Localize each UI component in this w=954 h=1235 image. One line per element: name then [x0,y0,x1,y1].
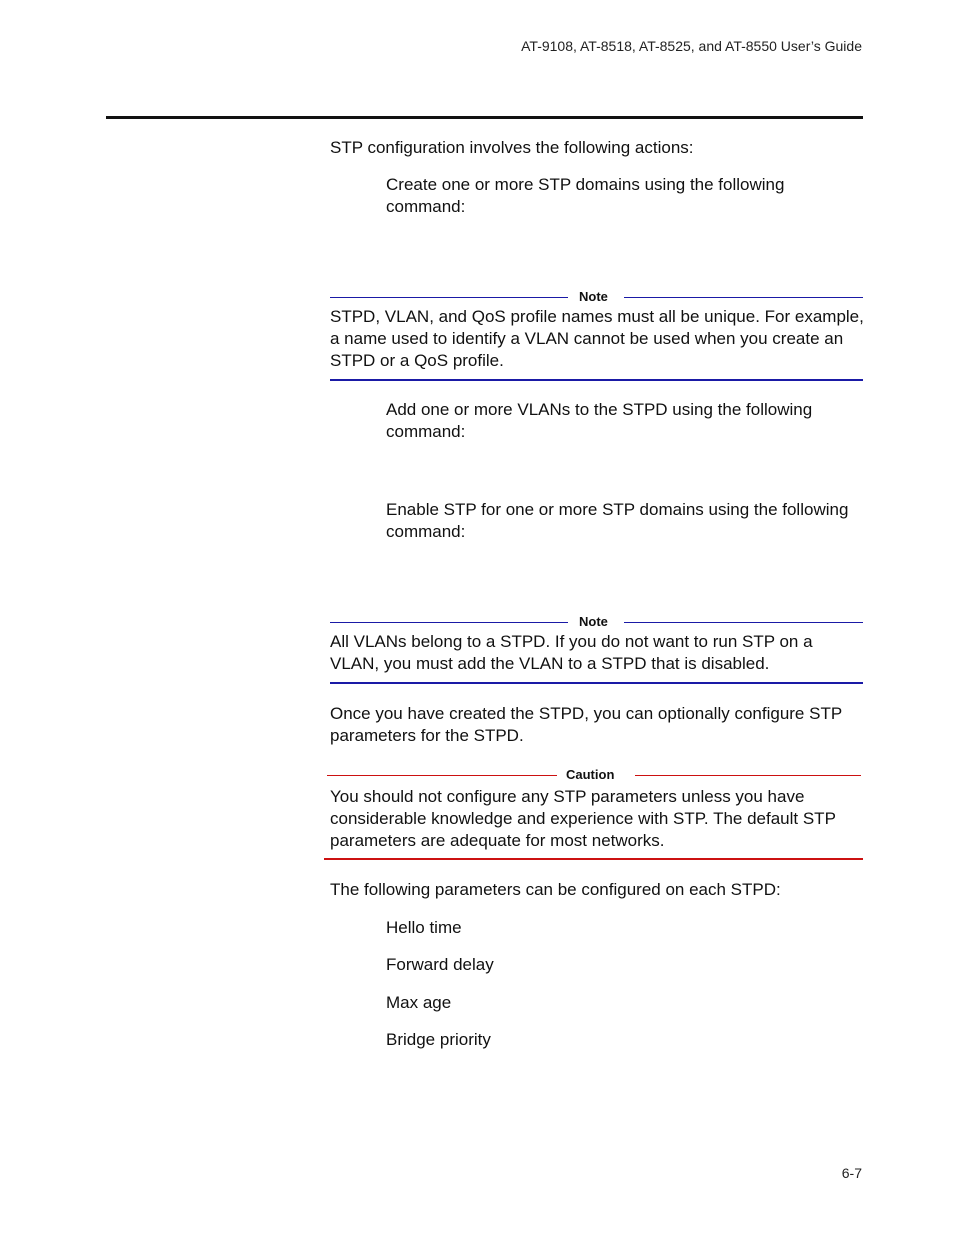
param-item: Hello time [386,918,462,937]
note-bottom-rule [330,379,863,381]
params-intro-paragraph: The following parameters can be configured on each STPD: [330,880,781,899]
step-enable-stp: Enable STP for one or more STP domains using the following command: [386,500,849,541]
param-item: Bridge priority [386,1030,491,1049]
note-rule-left [330,622,568,623]
note-rule-right [624,622,863,623]
note-rule-left [330,297,568,298]
note-bottom-rule [330,682,863,684]
caution-heading [327,767,861,783]
caution-label: Caution [566,767,615,782]
running-header: AT-9108, AT-8518, AT-8525, and AT-8550 User’s Guide [521,38,862,54]
caution-text: You should not configure any STP parameters unless you have considerable knowledge and experience with STP. The default STP parameters are adequate for most networks. [330,787,836,850]
note-text: STPD, VLAN, and QoS profile names must all be unique. For example, a name used to identify a VLAN cannot be used when you create an STPD or a QoS profile. [330,307,864,370]
note-heading [330,614,863,630]
caution-rule-right [635,775,861,776]
note-label: Note [579,289,608,304]
caution-bottom-rule [324,858,863,860]
optional-config-paragraph: Once you have created the STPD, you can optionally configure STP parameters for the STPD. [330,704,842,745]
param-item: Forward delay [386,955,494,974]
header-rule [106,116,863,119]
note-rule-right [624,297,863,298]
caution-rule-left [327,775,557,776]
step-create-stpd: Create one or more STP domains using the following command: [386,175,785,216]
param-item: Max age [386,993,452,1012]
note-text: All VLANs belong to a STPD. If you do not want to run STP on a VLAN, you must add the VLAN to a STPD that is disabled. [330,632,813,673]
note-label: Note [579,614,608,629]
intro-paragraph: STP configuration involves the following actions: [330,138,694,157]
note-heading [330,289,863,305]
step-add-vlans: Add one or more VLANs to the STPD using the following command: [386,400,813,441]
page-number: 6-7 [841,1165,862,1181]
